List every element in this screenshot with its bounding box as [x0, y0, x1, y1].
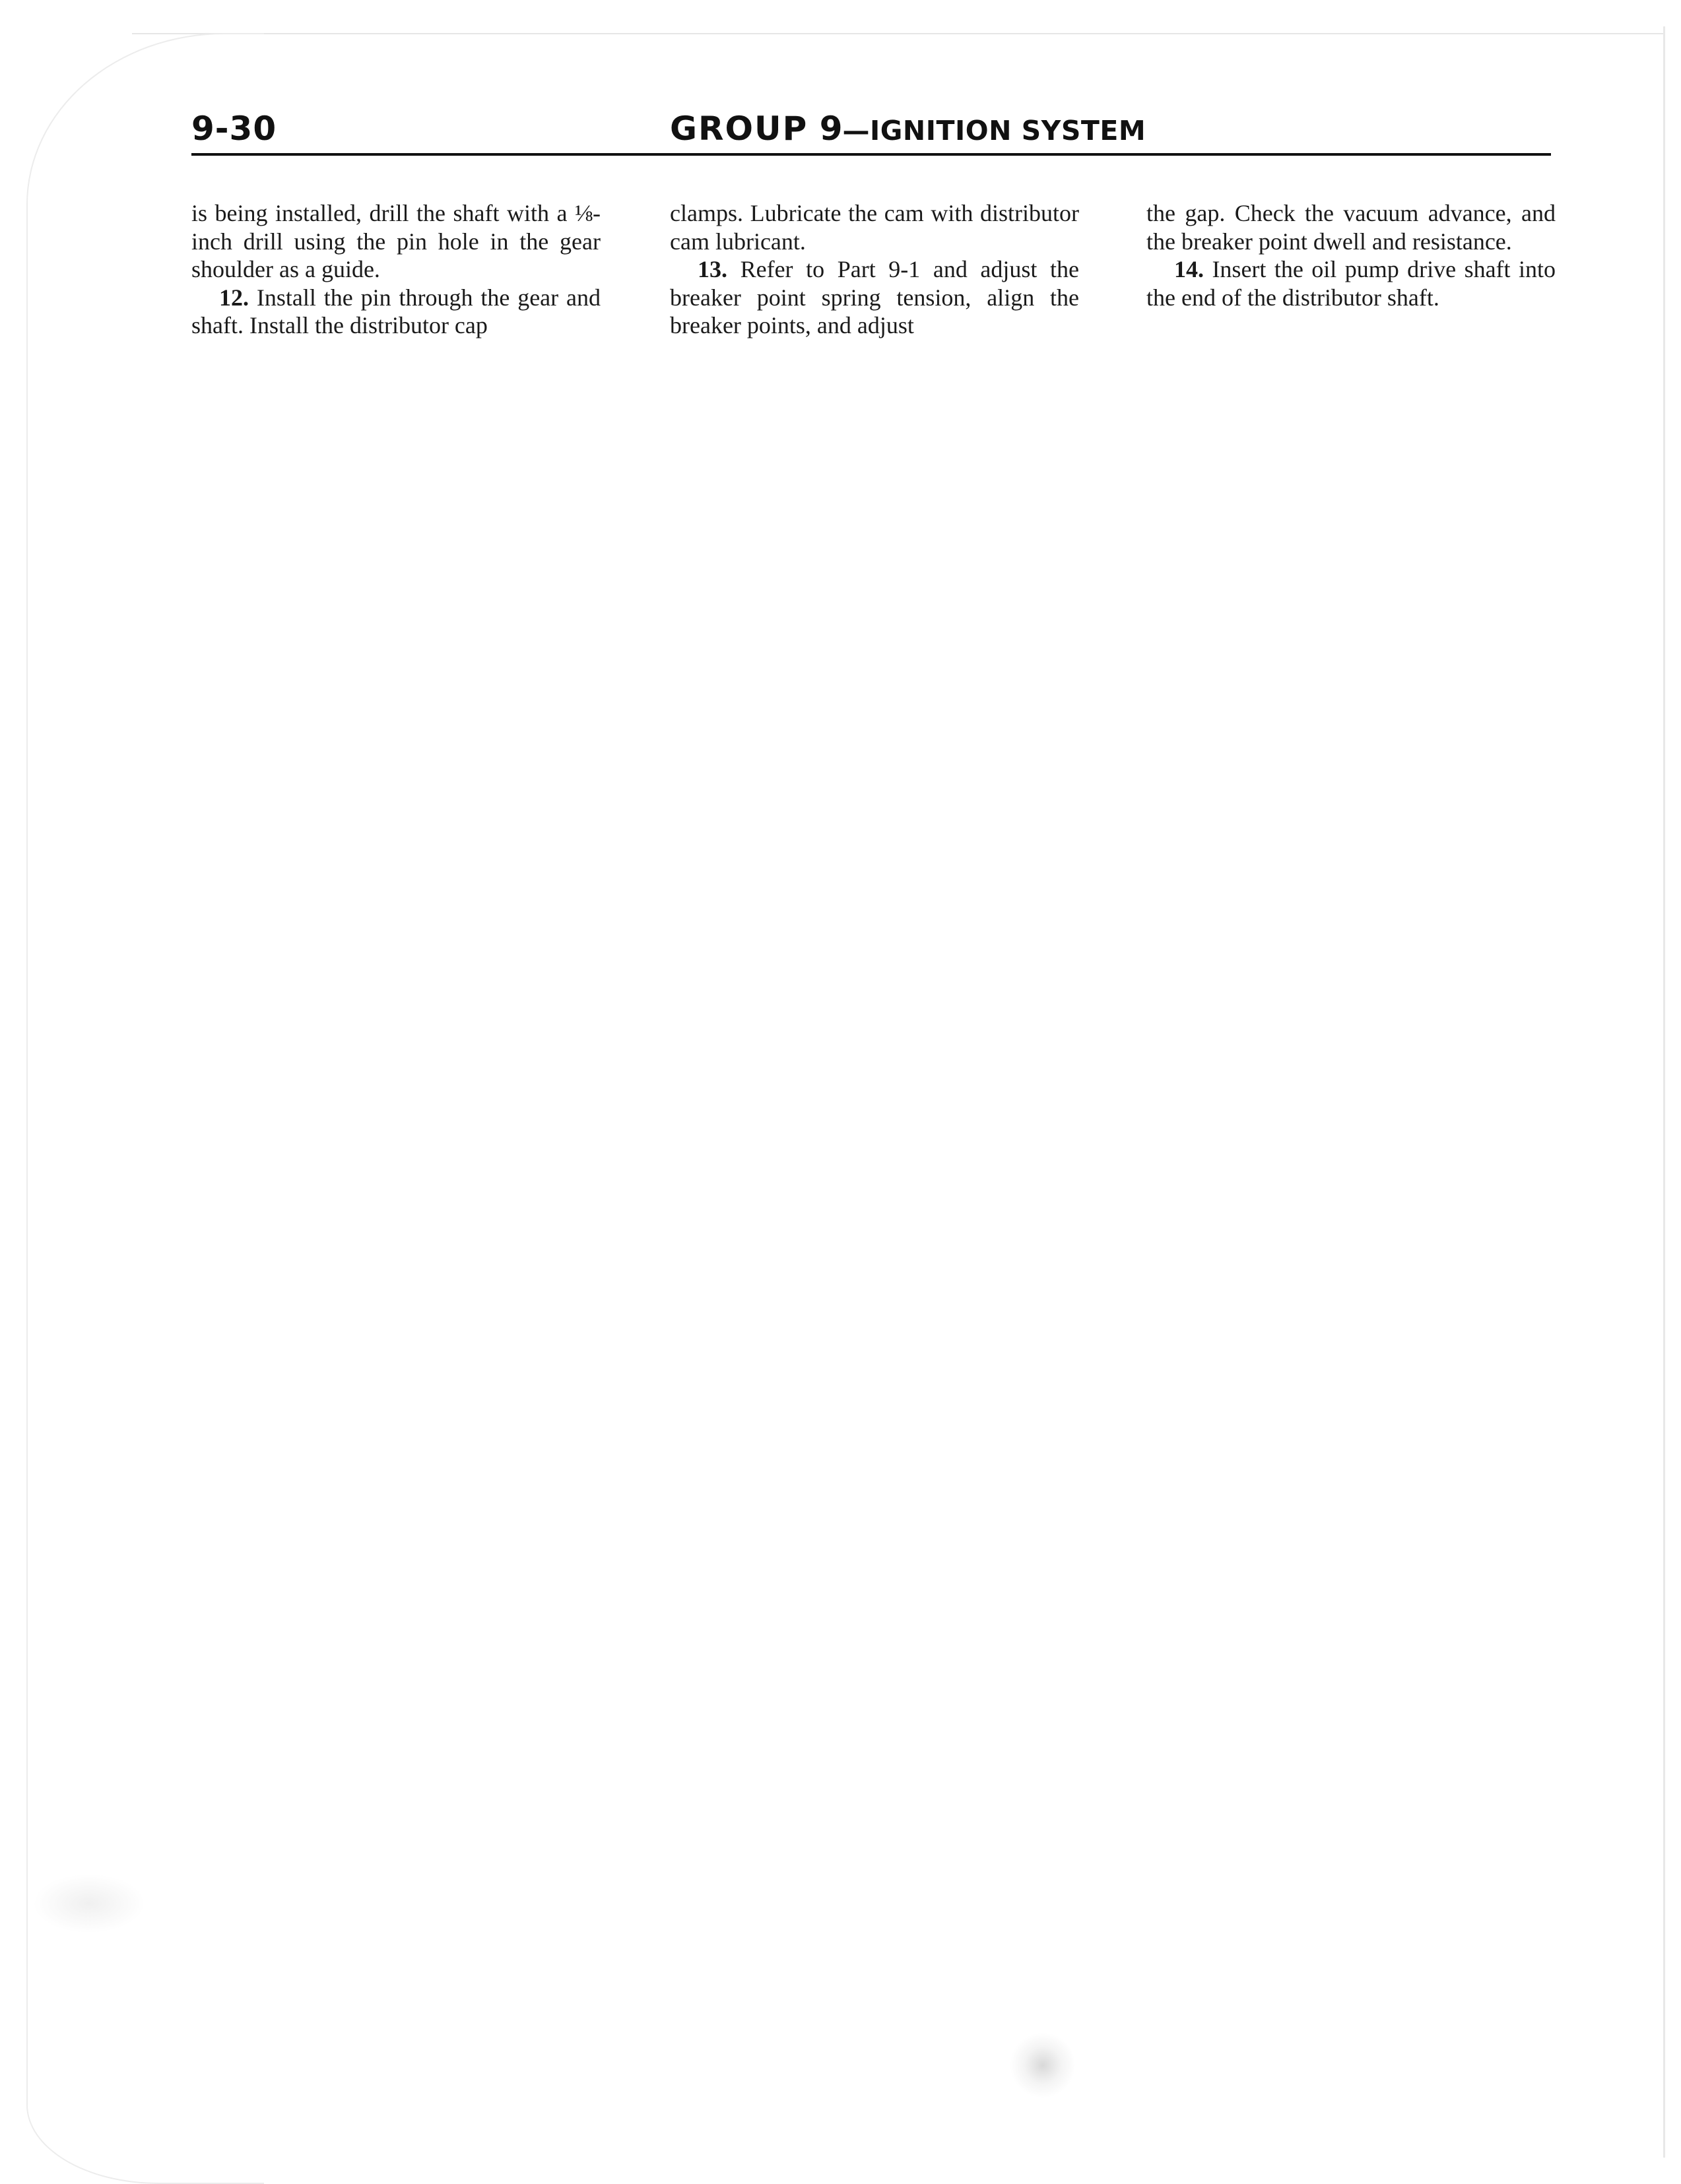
page-number: 9-30 — [191, 110, 277, 148]
step-number: 14. — [1174, 256, 1204, 282]
step-12 — [191, 284, 601, 340]
step-13 — [670, 255, 1079, 340]
step-text: Refer to Part 9-1 and adjust the breaker point spring tension, align the breaker points, and adjust — [670, 256, 1079, 338]
scan-ink-spot — [1010, 2032, 1076, 2098]
paragraph-continuation: is being installed, drill the shaft with a ⅛-inch drill using the pin hole in the gear shoulder as a guide. — [191, 200, 601, 282]
page-header — [191, 106, 1551, 154]
group-number: 9 — [819, 110, 843, 148]
page-edge-top — [132, 33, 1663, 34]
step-14 — [1146, 255, 1556, 311]
section-title: —IGNITION SYSTEM — [842, 115, 1146, 146]
page-edge-right — [1663, 26, 1665, 2158]
step-text: Install the pin through the gear and shaft. Install the distributor cap — [191, 284, 601, 338]
column-1 — [191, 199, 601, 340]
group-label: GROUP — [670, 110, 808, 148]
header-rule — [191, 153, 1551, 156]
step-number: 12. — [219, 284, 249, 311]
step-number: 13. — [698, 256, 727, 282]
column-2 — [670, 199, 1079, 340]
paragraph-continuation: the gap. Check the vacuum advance, and the breaker point dwell and resistance. — [1146, 200, 1556, 255]
scan-smudge — [33, 1874, 145, 1933]
paragraph-continuation: clamps. Lubricate the cam with distributor cam lubricant. — [670, 200, 1079, 255]
step-text: Insert the oil pump drive shaft into the end of the distributor shaft. — [1146, 256, 1556, 311]
running-title — [670, 110, 1146, 148]
page-curvature-shadow — [26, 33, 264, 2184]
column-3 — [1146, 199, 1556, 311]
